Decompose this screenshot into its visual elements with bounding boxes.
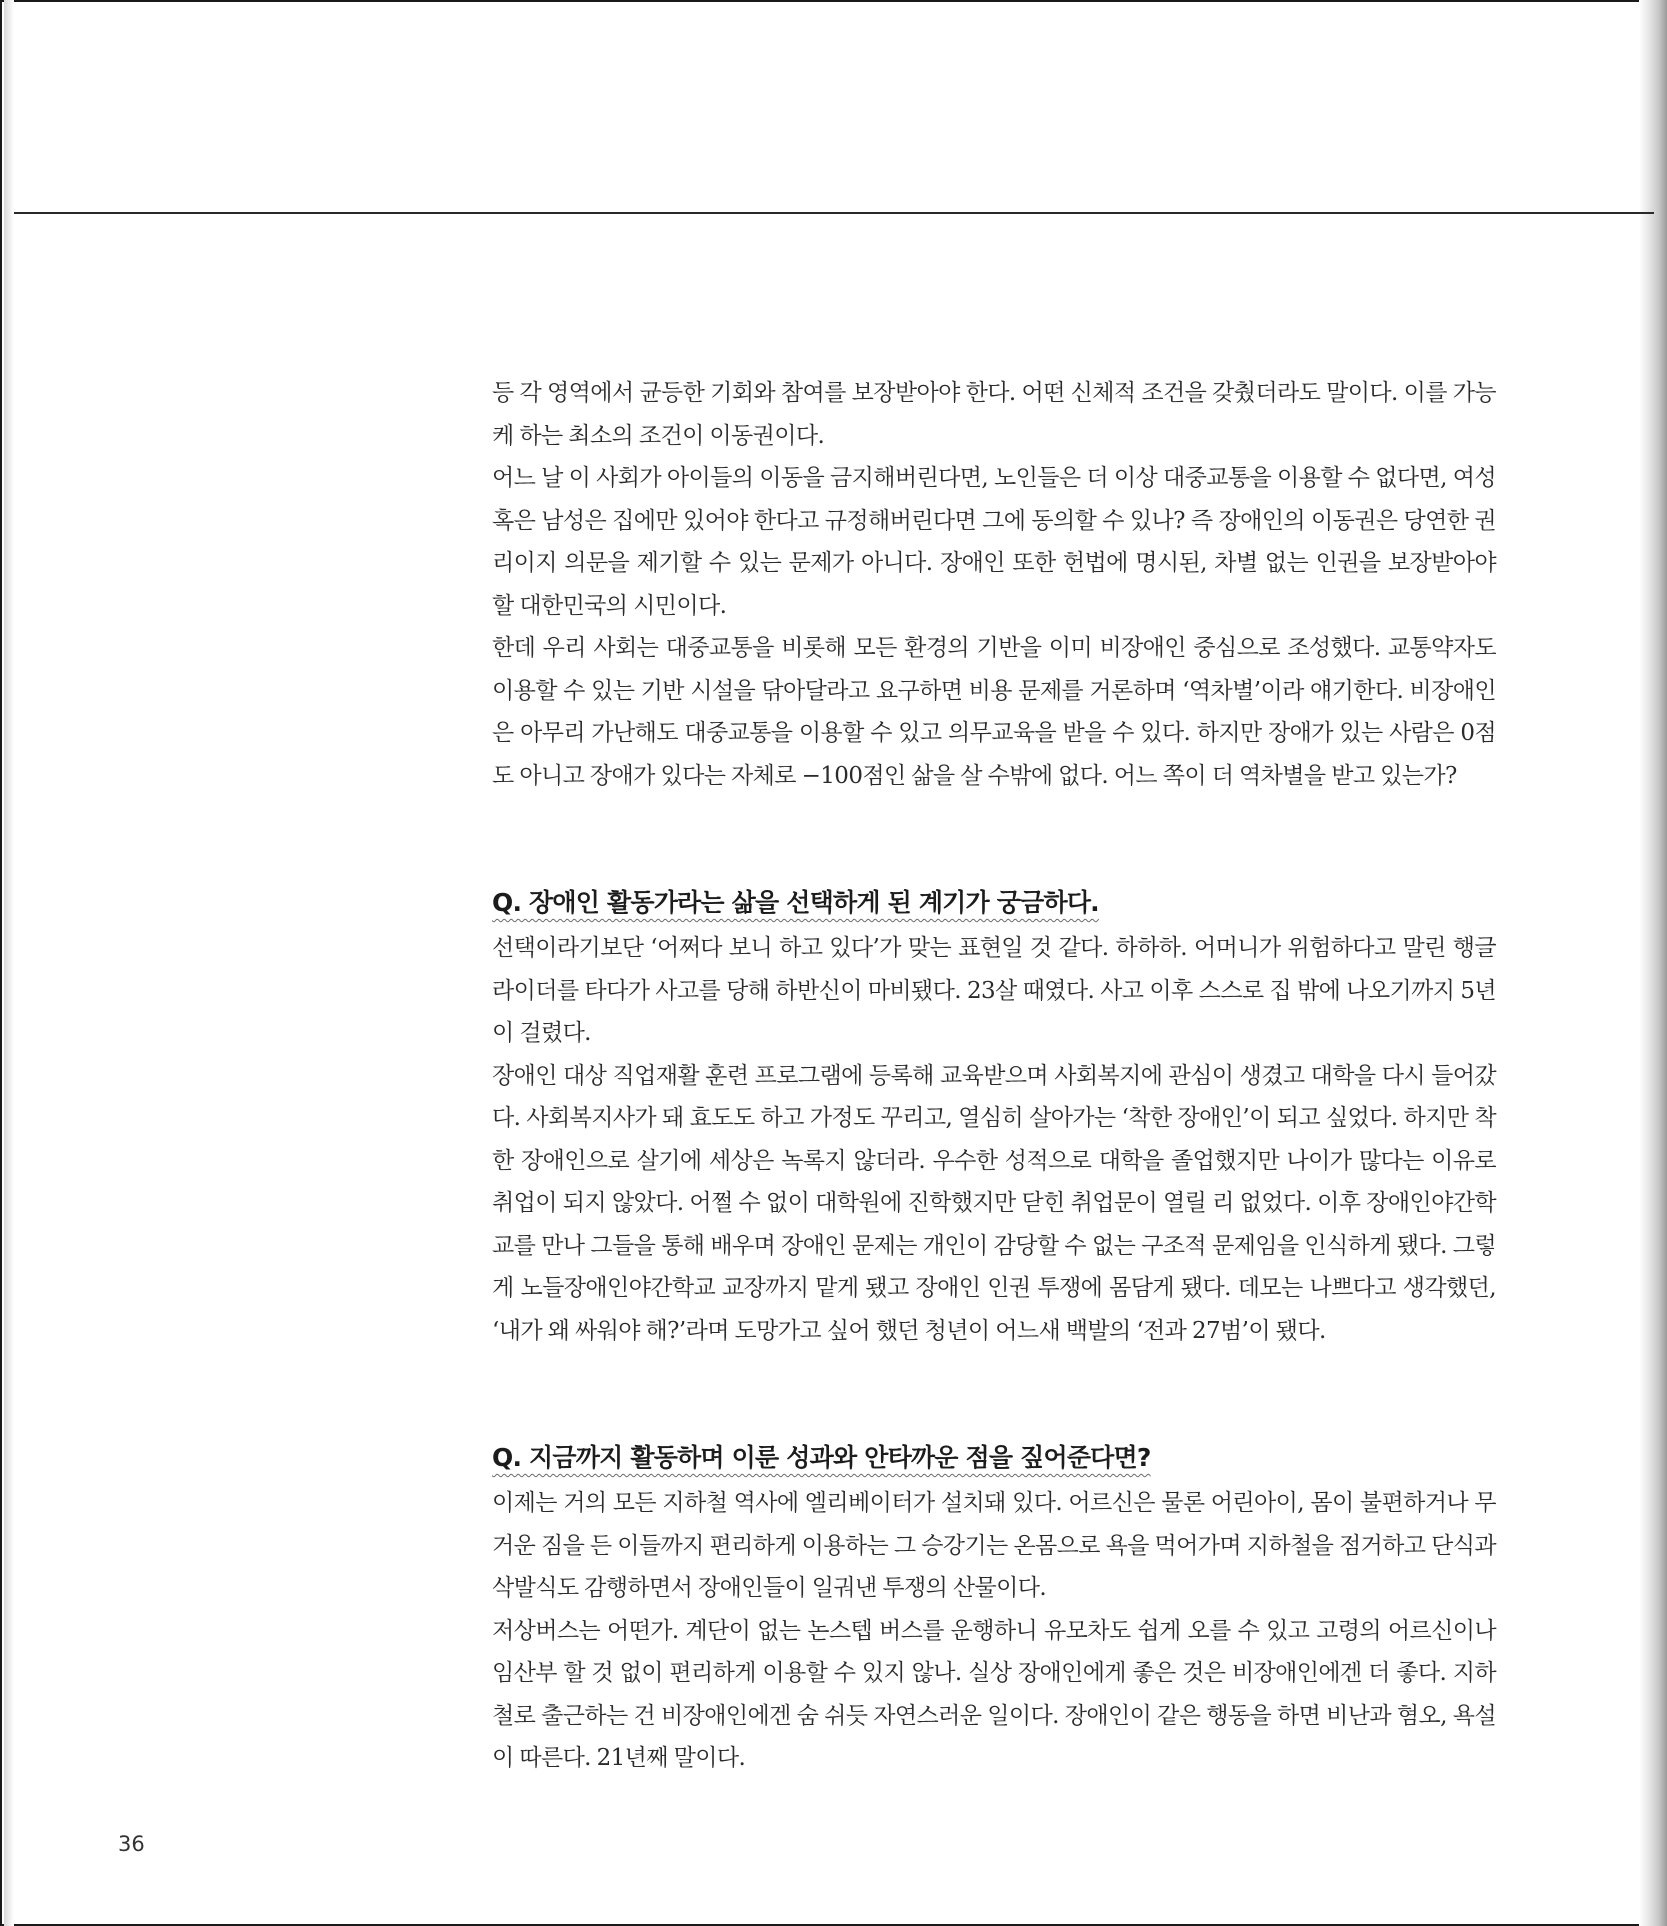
body-paragraph: 장애인 대상 직업재활 훈련 프로그램에 등록해 교육받으며 사회복지에 관심이 생겼고 대학을 다시 들어갔다. 사회복지사가 돼 효도도 하고 가정도 꾸리고, 열심히 살아가는 ‘착한 장애인’이 되고 싶었다. 하지만 착한 장애인으로 살기에 세상은 녹록지 않더라. 우수한 성적으로 대학을 졸업했지만 나이가 많다는 이유로 취업이 되지 않았다. 어쩔 수 없이 대학원에 진학했지만 닫힌 취업문이 열릴 리 없었다. 이후 장애인야간학교를 만나 그들을 통해 배우며 장애인 문제는 개인이 감당할 수 없는 구조적 문제임을 인식하게 됐다. 그렇게 노들장애인야간학교 교장까지 맡게 됐고 장애인 인권 투쟁에 몸담게 됐다. 데모는 나쁘다고 생각했던, ‘내가 왜 싸워야 해?’라며 도망가고 싶어 했던 청년이 어느새 백발의 ‘전과 27범’이 됐다. bbox=[492, 1062, 1496, 1344]
body-paragraph: 이제는 거의 모든 지하철 역사에 엘리베이터가 설치돼 있다. 어르신은 물론 어린아이, 몸이 불편하거나 무거운 짐을 든 이들까지 편리하게 이용하는 그 승강기는 온몸으로 욕을 먹어가며 지하철을 점거하고 단식과 삭발식도 감행하면서 장애인들이 일궈낸 투쟁의 산물이다. bbox=[492, 1490, 1496, 1601]
article-body bbox=[492, 372, 1496, 1780]
page-edge-shadow bbox=[1639, 0, 1667, 1926]
interview-question-heading: Q. 지금까지 활동하며 이룬 성과와 안타까운 점을 짚어준다면? bbox=[492, 1443, 1151, 1472]
body-paragraph: 등 각 영역에서 균등한 기회와 참여를 보장받아야 한다. 어떤 신체적 조건을 갖췄더라도 말이다. 이를 가능케 하는 최소의 조건이 이동권이다. bbox=[492, 380, 1496, 449]
body-paragraph: 한데 우리 사회는 대중교통을 비롯해 모든 환경의 기반을 이미 비장애인 중심으로 조성했다. 교통약자도 이용할 수 있는 기반 시설을 닦아달라고 요구하면 비용 문제를 거론하며 ‘역차별’이라 얘기한다. 비장애인은 아무리 가난해도 대중교통을 이용할 수 있고 의무교육을 받을 수 있다. 하지만 장애가 있는 사람은 0점도 아니고 장애가 있다는 자체로 −100점인 삶을 살 수밖에 없다. 어느 쪽이 더 역차별을 받고 있는가? bbox=[492, 635, 1496, 789]
body-paragraph: 어느 날 이 사회가 아이들의 이동을 금지해버린다면, 노인들은 더 이상 대중교통을 이용할 수 없다면, 여성 혹은 남성은 집에만 있어야 한다고 규정해버린다면 그에 동의할 수 있나? 즉 장애인의 이동권은 당연한 권리이지 의문을 제기할 수 있는 문제가 아니다. 장애인 또한 헌법에 명시된, 차별 없는 인권을 보장받아야 할 대한민국의 시민이다. bbox=[492, 465, 1496, 619]
body-paragraph: 저상버스는 어떤가. 계단이 없는 논스텝 버스를 운행하니 유모차도 쉽게 오를 수 있고 고령의 어르신이나 임산부 할 것 없이 편리하게 이용할 수 있지 않나. 실상 장애인에게 좋은 것은 비장애인에겐 더 좋다. 지하철로 출근하는 건 비장애인에겐 숨 쉬듯 자연스러운 일이다. 장애인이 같은 행동을 하면 비난과 혐오, 욕설이 따른다. 21년째 말이다. bbox=[492, 1617, 1496, 1771]
page-number: 36 bbox=[118, 1832, 145, 1856]
header-rule bbox=[14, 212, 1654, 214]
page-spine-shadow bbox=[4, 0, 14, 1926]
body-paragraph: 선택이라기보단 ‘어쩌다 보니 하고 있다’가 맞는 표현일 것 같다. 하하하. 어머니가 위험하다고 말린 행글라이더를 타다가 사고를 당해 하반신이 마비됐다. 23살 때였다. 사고 이후 스스로 집 밖에 나오기까지 5년이 걸렸다. bbox=[492, 935, 1496, 1046]
interview-question-heading: Q. 장애인 활동가라는 삶을 선택하게 된 계기가 궁금하다. bbox=[492, 888, 1099, 917]
